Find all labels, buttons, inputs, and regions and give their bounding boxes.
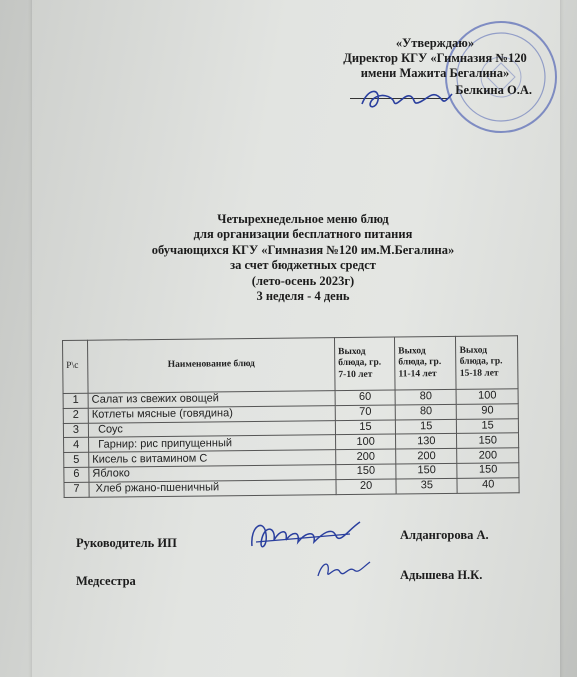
row-value-7-10: 200	[336, 449, 396, 464]
title-line-2: для организации бесплатного питания	[193, 227, 413, 242]
document-sheet	[32, 0, 560, 677]
row-value-11-14: 35	[396, 478, 458, 493]
row-value-11-14: 150	[396, 463, 458, 478]
row-num: 5	[64, 452, 89, 467]
menu-table	[62, 335, 520, 497]
row-value-11-14: 80	[395, 389, 457, 404]
row-num: 2	[63, 408, 88, 423]
document-title	[88, 212, 518, 304]
title-line-6: 3 неделя - 4 день	[256, 289, 350, 304]
row-value-7-10: 60	[335, 390, 395, 405]
row-dish: Кисель с витамином С	[89, 450, 336, 467]
row-value-15-18: 100	[456, 389, 518, 404]
header-age-7-10: Выход блюда, гр. 7-10 лет	[334, 337, 395, 391]
title-line-4: за счет бюджетных средст	[230, 258, 376, 273]
row-value-15-18: 150	[457, 463, 519, 478]
approval-position-line2: имени Мажита Бегалина»	[360, 66, 510, 80]
row-dish: Салат из свежих овощей	[88, 391, 335, 408]
row-value-11-14: 15	[395, 419, 457, 434]
header-age-11-14: Выход блюда, гр. 11-14 лет	[395, 336, 457, 390]
row-value-15-18: 150	[457, 433, 519, 448]
header-age-15-18: Выход блюда, гр. 15-18 лет	[456, 336, 518, 390]
row-value-7-10: 15	[335, 420, 395, 435]
row-dish: Котлеты мясные (говядина)	[88, 405, 335, 422]
row-value-7-10: 20	[336, 479, 396, 494]
row-value-15-18: 40	[457, 478, 519, 493]
title-line-1: Четырехнедельное меню блюд	[217, 212, 389, 226]
row-num: 1	[63, 393, 88, 408]
approval-signer: Белкина О.А.	[455, 83, 532, 97]
row-value-11-14: 200	[396, 449, 458, 464]
row-value-7-10: 70	[335, 405, 395, 420]
row-value-15-18: 200	[457, 448, 519, 463]
head-label: Руководитель ИП	[76, 536, 177, 550]
row-dish: Гарнир: рис припущенный	[89, 435, 336, 452]
head-name: Алдангорова А.	[400, 528, 489, 542]
title-line-5: (лето-осень 2023г)	[251, 273, 355, 288]
director-signature	[358, 82, 458, 116]
row-dish: Яблоко	[89, 465, 336, 482]
row-value-7-10: 150	[336, 464, 396, 479]
approval-position-line1: Директор КГУ «Гимназия №120	[343, 51, 527, 65]
row-num: 4	[64, 438, 89, 453]
header-num: Р\с	[63, 340, 89, 393]
row-num: 6	[64, 467, 89, 482]
title-line-3: обучающихся КГУ «Гимназия №120 им.М.Бегалина»	[151, 242, 455, 257]
nurse-signature	[314, 554, 374, 584]
row-num: 7	[64, 482, 89, 497]
row-value-15-18: 90	[457, 404, 519, 419]
nurse-name: Адышева Н.К.	[400, 568, 483, 582]
head-signature	[246, 512, 366, 558]
row-value-15-18: 15	[457, 418, 519, 433]
row-dish: Соус	[88, 420, 335, 437]
row-value-11-14: 80	[395, 404, 457, 419]
row-num: 3	[63, 423, 88, 438]
row-value-11-14: 130	[396, 434, 458, 449]
nurse-label: Медсестра	[76, 574, 136, 588]
row-dish: Хлеб ржано-пшеничный	[89, 479, 336, 496]
approval-heading: «Утверждаю»	[395, 36, 475, 50]
header-dish-name: Наименование блюд	[88, 338, 336, 394]
row-value-7-10: 100	[336, 434, 396, 449]
table-header-row	[63, 336, 519, 394]
